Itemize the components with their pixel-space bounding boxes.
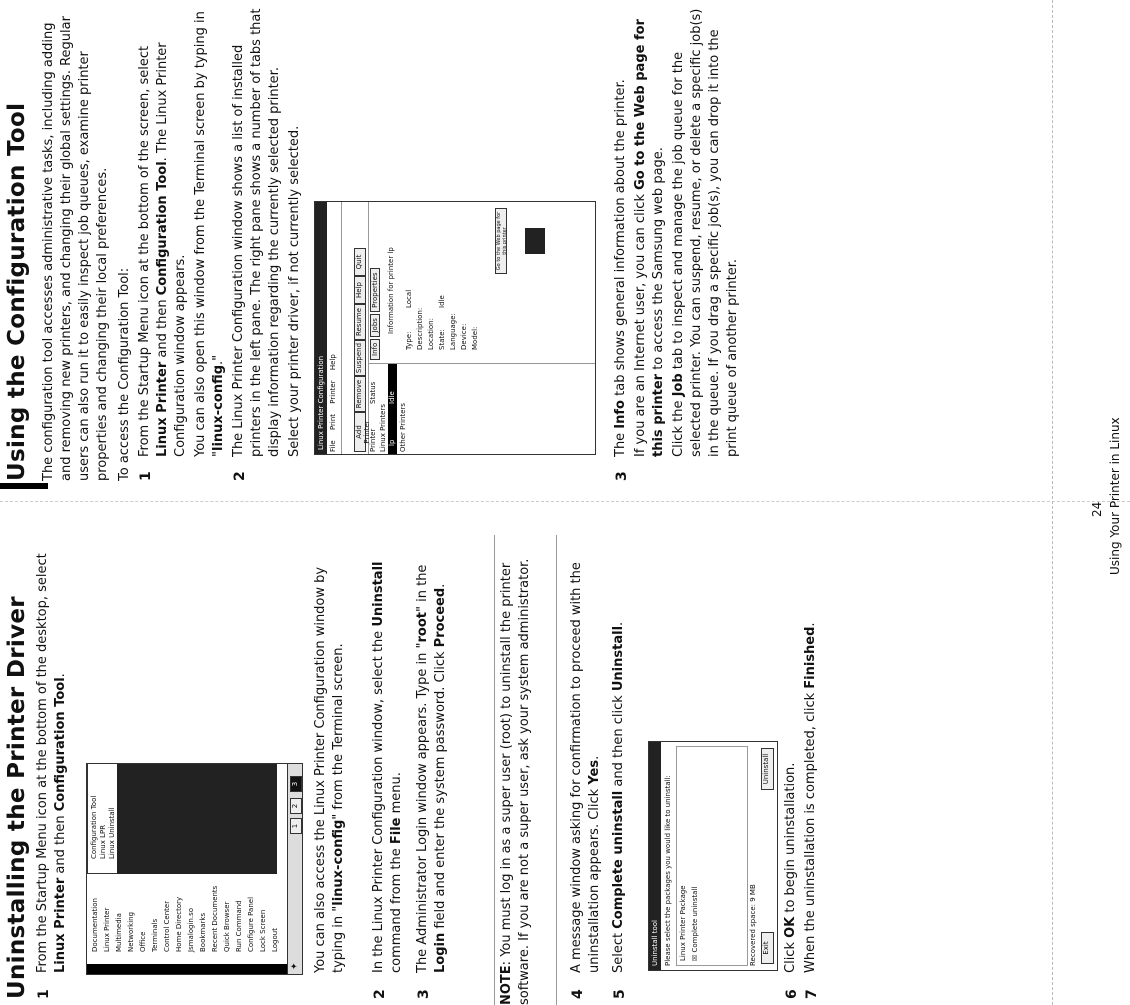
section-title-config: Using the Configuration Tool [4,102,30,481]
help-button[interactable]: Help [354,276,366,304]
note-rule-bottom [556,535,557,1005]
tab-strip [371,268,379,360]
start-menu-item[interactable]: Terminals [151,918,159,952]
info-field-value: Local [405,289,413,308]
desktop-area [117,764,277,874]
quit-button[interactable]: Quit [354,248,366,276]
step-number: 2 [232,471,248,481]
recovered-space: Recovered space: 9 MB [749,884,757,966]
add-printer-button[interactable]: Add Printer [354,412,366,452]
start-icon[interactable]: ✦ [290,962,300,970]
tab-jobs[interactable]: Jobs [370,314,380,336]
start-menu-item[interactable]: Run Command [235,900,243,952]
info-field-label: Location: [427,318,435,350]
step-number: 3 [614,471,630,481]
step-text: The Info tab shows general information about the printer. [613,79,628,457]
taskbar [287,764,303,974]
uninstall-dialog-screenshot [648,741,778,971]
info-field-label: Model: [471,326,479,350]
step-text: The Linux Printer Configuration window shows a list of installed printers in the left pane. The right pane shows a number of tabs that display information regarding the currently selected printer. [231,8,282,457]
config-window-screenshot [314,201,596,455]
access-text: To access the Configuration Tool: [117,267,132,481]
submenu-item[interactable]: Linux Uninstall [108,807,116,859]
info-heading: Information for printer lp [387,247,395,334]
intro-text: The configuration tool accesses administrative tasks, including adding and removing new printers, and changing their global settings. Regular users can also run it to easily inspect job queues, examine printer properties and changing their local preferences. [41,16,110,481]
start-menu-screenshot [86,763,303,975]
step-3-web-note: If you are an Internet user, you can click Go to the Web page for this printer to access the Samsung web page. [633,19,666,457]
config-toolbar [341,202,369,454]
start-menu-item[interactable]: Recent Documents [211,885,219,952]
submenu [87,763,119,874]
tree-linux-printers[interactable]: Linux Printers [379,403,387,452]
web-page-button[interactable]: Go to the Web page for this printer [495,208,507,274]
tab-info[interactable]: Info [370,339,380,360]
info-field-label: State: [438,329,446,350]
chapter-title: Using Your Printer in Linux [1108,417,1122,575]
menu-banner [87,964,302,974]
step-text: Click OK to begin uninstallation. [783,762,798,973]
section-title-uninstall: Uninstalling the Printer Driver [4,596,30,999]
start-menu-item[interactable]: Configure Panel [247,896,255,952]
start-menu-item[interactable]: Multimedia [115,913,123,952]
step-number: 7 [804,989,820,999]
info-field-label: Device: [460,323,468,350]
step-text: The Administrator Login window appears. Type in "root" in the Login field and enter the system password. Click Proceed. [415,564,448,973]
step-number: 2 [372,989,388,999]
step-text: In the Linux Printer Configuration window, select the Uninstall command from the File menu. [371,561,404,973]
info-field-label: Description: [416,307,424,350]
start-menu-item[interactable]: Lock Screen [259,909,267,952]
start-menu-item[interactable]: Linux Printer [103,907,111,952]
start-menu-item[interactable]: Documentation [91,898,99,952]
step-text: Select Complete uninstall and then click Uninstall. [611,621,626,973]
step-1-note: You can also open this window from the Terminal screen by typing in "linux-config." [193,11,226,457]
note-rule-top [494,535,495,1005]
workspace-3[interactable]: 3 [290,776,302,792]
group-label: Linux Printer Package [679,885,687,961]
start-menu-item[interactable]: Logout [271,928,279,952]
complete-uninstall-checkbox[interactable]: ☒ Complete uninstall [691,886,699,961]
start-menu-item[interactable]: Networking [127,911,135,952]
step-text: When the uninstallation is completed, click Finished. [803,622,818,973]
info-field-label: Language: [449,313,457,350]
menu-print[interactable]: Print [329,413,337,431]
menu-printer[interactable]: Printer [329,380,337,404]
tree-other-printers[interactable]: Other Printers [399,402,407,452]
suspend-button[interactable]: Suspend [354,340,366,376]
start-menu-item[interactable]: Jsmalogin.so [187,907,195,952]
workspace-2[interactable]: 2 [290,798,302,814]
resume-button[interactable]: Resume [354,304,366,340]
step-text: From the Startup Menu icon at the bottom of the screen, select Linux Printer and then Configuration Tool. The Linux Printer Configuration window appears. [137,42,188,457]
menu-help[interactable]: Help [329,354,337,371]
step-number: 4 [570,989,586,999]
step-2-note: Select your printer driver, if not currently selected. [287,125,302,457]
info-field-value: Idle [438,295,446,308]
submenu-item[interactable]: Linux LPR [99,824,107,859]
step-text: A message window asking for confirmation to proceed with the uninstallation appears. Click Yes. [569,562,602,973]
uninstall-button[interactable]: Uninstall [761,748,774,790]
footer-rule [1052,0,1053,1005]
config-titlebar: Linux Printer Configuration [315,202,327,454]
step-number: 5 [612,989,628,999]
printer-image [525,228,545,254]
step-3-job-note: Click the Job tab to inspect and manage the job queue for the selected printer. You can suspend, resume, or delete a specific job(s) in the queue. If you drag a specific job(s), you can drop it into the print queue of another printer. [671,8,740,457]
step-1-note: You can also access the Linux Printer Configuration window by typing in "linux-config" from the Terminal screen. [313,566,346,973]
remove-button[interactable]: Remove [354,376,366,412]
step-number: 1 [36,989,52,999]
dialog-titlebar: Uninstall tool [649,742,661,970]
col-printer: Printer [369,428,377,452]
tab-properties[interactable]: Properties [370,268,380,311]
start-menu-item[interactable]: Office [139,931,147,952]
printer-list-pane [369,363,595,454]
step-number: 1 [138,471,154,481]
dialog-prompt: Please select the packages you would like to uninstall: [664,775,672,966]
start-menu-item[interactable]: Quick Browser [223,901,231,952]
info-field-label: Type: [405,331,413,350]
menu-file[interactable]: File [329,440,337,452]
step-number: 6 [784,989,800,999]
section-marker-bar [0,483,48,489]
package-group [676,746,748,966]
submenu-item[interactable]: Configuration Tool [90,795,98,859]
config-menubar [329,204,339,452]
exit-button[interactable]: Exit [761,932,774,964]
start-menu-item[interactable]: Bookmarks [199,912,207,952]
printer-row-selected[interactable]: lp Idle [388,364,397,454]
workspace-1[interactable]: 1 [290,818,302,834]
column-separator [0,501,1130,502]
page-number: 24 [1090,501,1104,517]
step-text: From the Startup Menu icon at the bottom of the desktop, select Linux Printer and then Configuration Tool. [35,553,68,973]
start-menu-item[interactable]: Control Center [163,900,171,952]
step-number: 3 [416,989,432,999]
col-status: Status [369,381,377,404]
note-text: NOTE: You must log in as a super user (root) to uninstall the printer software. If you are not a super user, ask your system administrator. [499,558,532,1005]
start-menu-item[interactable]: Home Directory [175,896,183,952]
